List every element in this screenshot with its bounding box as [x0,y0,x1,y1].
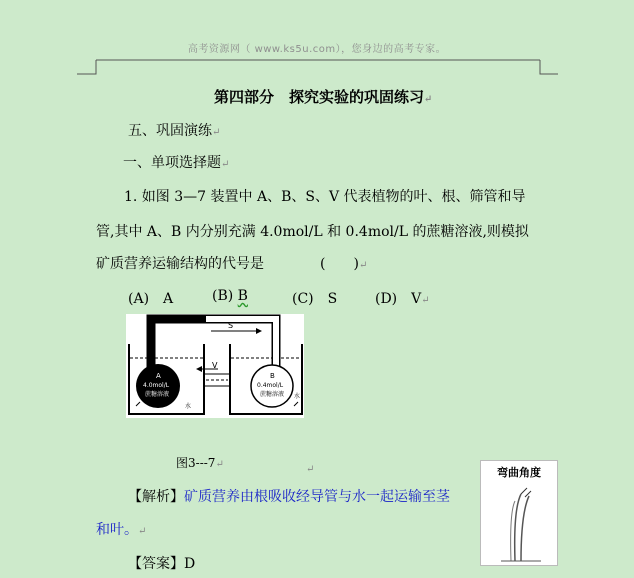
label-s: S [228,321,234,330]
question-line-2: 管,其中 A、B 内分别充满 4.0mol/L 和 0.4mol/L 的蔗糖溶液,则模拟 [96,224,529,240]
section-title: 第四部分 探究实验的巩固练习↵ [214,88,433,106]
bending-angle-label: 弯曲角度 [497,466,541,479]
label-a-solution: 蔗糖溶液 [145,391,170,398]
answer: 【答案】D [128,556,196,572]
option-a: (A) A [128,291,174,307]
label-v: V [212,361,218,370]
apparatus-diagram [126,314,304,418]
header-rule [0,0,634,80]
paragraph-mark: ↵ [306,464,315,475]
option-b: (B) B [212,288,248,304]
bending-angle-image [480,460,558,566]
page-header: 高考资源网（ www.ks5u.com），您身边的高考专家。 [187,44,447,55]
label-b-solution: 蔗糖溶液 [260,391,285,398]
option-c: (C) S [292,291,338,307]
question-line-3: 矿质营养运输结构的代号是 ( )↵ [96,256,368,272]
label-a: A [156,372,161,380]
label-b: B [270,372,275,380]
option-d: (D) V↵ [375,291,430,307]
heading-single-choice: 一、单项选择题↵ [123,155,230,171]
label-a-conc: 4.0mol/L [143,382,170,389]
figure-3-7 [126,314,304,418]
analysis-line-2: 和叶。↵ [96,522,147,538]
question-line-1: 1. 如图 3—7 装置中 A、B、S、V 代表植物的叶、根、筛管和导 [124,189,526,205]
heading-practice: 五、巩固演练↵ [128,123,221,139]
label-water-left: 水 [185,403,192,410]
analysis-line-1: 【解析】矿质营养由根吸收经导管与水一起运输至茎 [128,489,450,505]
label-b-conc: 0.4mol/L [257,382,284,389]
figure-caption: 图3---7↵ [176,456,224,470]
label-water-right: 水 [294,393,301,400]
